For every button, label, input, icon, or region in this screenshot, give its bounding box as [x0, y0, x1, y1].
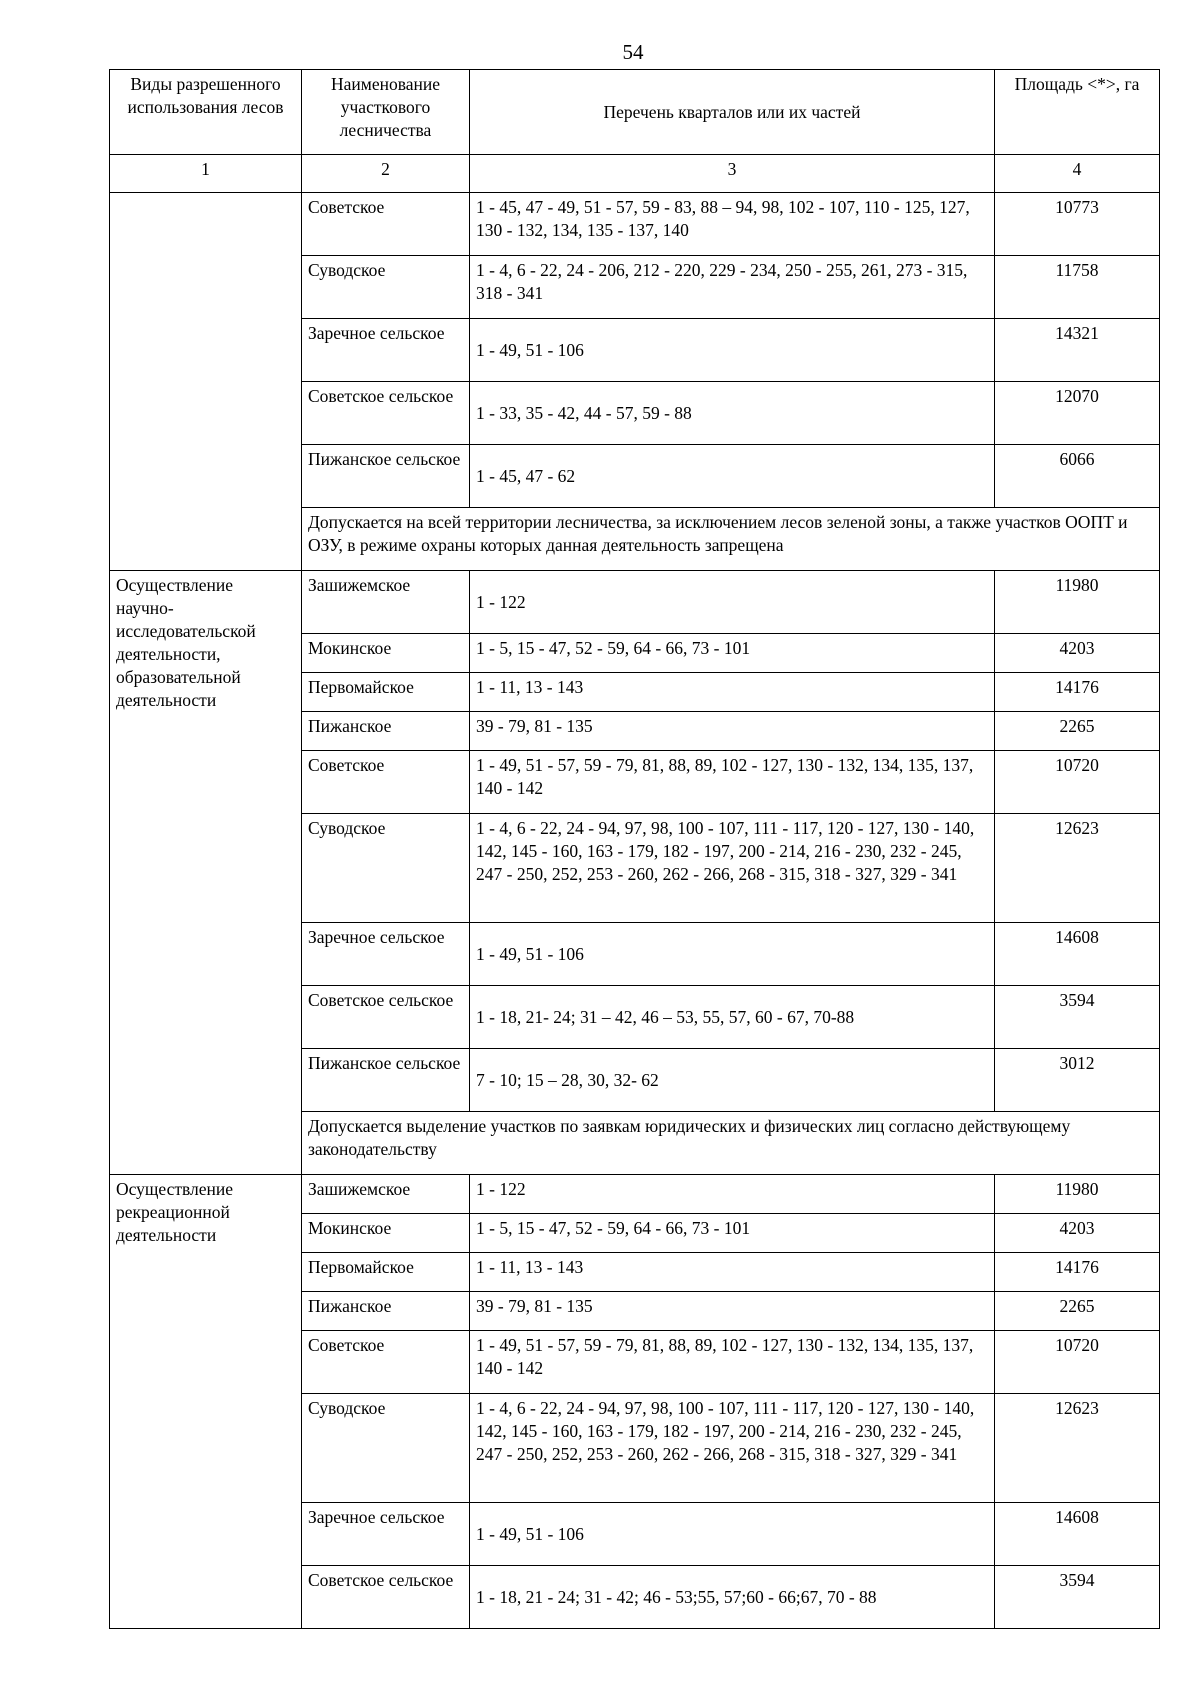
- table-row: [110, 193, 1160, 256]
- area-cell: 3594: [995, 1566, 1160, 1629]
- header-area: Площадь <*>, га: [995, 70, 1160, 155]
- column-number: 4: [995, 155, 1160, 193]
- forestry-name-cell: Первомайское: [302, 1253, 470, 1292]
- column-number-row: [110, 155, 1160, 193]
- area-cell: 12623: [995, 814, 1160, 923]
- column-number: 2: [302, 155, 470, 193]
- forestry-name-cell: Советское: [302, 1331, 470, 1394]
- forestry-name-cell: Пижанское: [302, 712, 470, 751]
- quarters-list-cell: 1 - 45, 47 - 62: [470, 445, 995, 508]
- column-number: 3: [470, 155, 995, 193]
- forestry-name-cell: Советское сельское: [302, 1566, 470, 1629]
- quarters-list-cell: 1 - 4, 6 - 22, 24 - 94, 97, 98, 100 - 107, 111 - 117, 120 - 127, 130 - 140, 142, 145 - 160, 163 - 179, 182 - 197, 200 - 214, 216 - 230, 232 - 245, 247 - 250, 252, 253 - 260, 262 - 266, 268 - 315, 318 - 327, 329 - 341: [470, 814, 995, 923]
- quarters-list-cell: 1 - 5, 15 - 47, 52 - 59, 64 - 66, 73 - 101: [470, 1214, 995, 1253]
- forestry-name-cell: Заречное сельское: [302, 319, 470, 382]
- area-cell: 14176: [995, 1253, 1160, 1292]
- area-cell: 6066: [995, 445, 1160, 508]
- quarters-list-cell: 1 - 122: [470, 1175, 995, 1214]
- area-cell: 11758: [995, 256, 1160, 319]
- quarters-list-cell: 1 - 33, 35 - 42, 44 - 57, 59 - 88: [470, 382, 995, 445]
- area-cell: 14321: [995, 319, 1160, 382]
- use-type-cell: [110, 193, 302, 571]
- use-type-cell: Осуществление научно-исследовательской деятельности, образовательной деятельности: [110, 571, 302, 1175]
- quarters-list-cell: 1 - 49, 51 - 57, 59 - 79, 81, 88, 89, 102 - 127, 130 - 132, 134, 135, 137, 140 - 142: [470, 1331, 995, 1394]
- forestry-name-cell: Зашижемское: [302, 571, 470, 634]
- area-cell: 10720: [995, 1331, 1160, 1394]
- area-cell: 14608: [995, 1503, 1160, 1566]
- area-cell: 11980: [995, 571, 1160, 634]
- forestry-name-cell: Советское сельское: [302, 382, 470, 445]
- area-cell: 3594: [995, 986, 1160, 1049]
- area-cell: 12070: [995, 382, 1160, 445]
- quarters-list-cell: 1 - 18, 21- 24; 31 – 42, 46 – 53, 55, 57, 60 - 67, 70-88: [470, 986, 995, 1049]
- area-cell: 14608: [995, 923, 1160, 986]
- area-cell: 11980: [995, 1175, 1160, 1214]
- area-cell: 10720: [995, 751, 1160, 814]
- header-quarters-list: Перечень кварталов или их частей: [470, 70, 995, 155]
- quarters-list-cell: 1 - 49, 51 - 106: [470, 1503, 995, 1566]
- area-cell: 3012: [995, 1049, 1160, 1112]
- forestry-name-cell: Заречное сельское: [302, 1503, 470, 1566]
- area-cell: 4203: [995, 634, 1160, 673]
- table-row: [110, 1175, 1160, 1214]
- forestry-name-cell: Первомайское: [302, 673, 470, 712]
- page-number: 54: [622, 40, 644, 64]
- quarters-list-cell: 1 - 49, 51 - 106: [470, 923, 995, 986]
- area-cell: 4203: [995, 1214, 1160, 1253]
- table-row: [110, 571, 1160, 634]
- quarters-list-cell: 39 - 79, 81 - 135: [470, 1292, 995, 1331]
- forestry-name-cell: Советское: [302, 193, 470, 256]
- quarters-list-cell: 1 - 49, 51 - 106: [470, 319, 995, 382]
- forestry-name-cell: Пижанское сельское: [302, 1049, 470, 1112]
- forest-use-table: [109, 69, 1160, 1629]
- quarters-list-cell: 1 - 11, 13 - 143: [470, 673, 995, 712]
- quarters-list-cell: 7 - 10; 15 – 28, 30, 32- 62: [470, 1049, 995, 1112]
- forestry-name-cell: Зашижемское: [302, 1175, 470, 1214]
- forestry-name-cell: Советское: [302, 751, 470, 814]
- forestry-name-cell: Мокинское: [302, 634, 470, 673]
- quarters-list-cell: 1 - 49, 51 - 57, 59 - 79, 81, 88, 89, 102 - 127, 130 - 132, 134, 135, 137, 140 - 142: [470, 751, 995, 814]
- forestry-name-cell: Суводское: [302, 256, 470, 319]
- forestry-name-cell: Пижанское сельское: [302, 445, 470, 508]
- forestry-name-cell: Мокинское: [302, 1214, 470, 1253]
- area-cell: 2265: [995, 1292, 1160, 1331]
- quarters-list-cell: 1 - 4, 6 - 22, 24 - 94, 97, 98, 100 - 107, 111 - 117, 120 - 127, 130 - 140, 142, 145 - 160, 163 - 179, 182 - 197, 200 - 214, 216 - 230, 232 - 245, 247 - 250, 252, 253 - 260, 262 - 266, 268 - 315, 318 - 327, 329 - 341: [470, 1394, 995, 1503]
- quarters-list-cell: 1 - 45, 47 - 49, 51 - 57, 59 - 83, 88 – 94, 98, 102 - 107, 110 - 125, 127, 130 - 132, 134, 135 - 137, 140: [470, 193, 995, 256]
- forestry-name-cell: Заречное сельское: [302, 923, 470, 986]
- forestry-name-cell: Суводское: [302, 814, 470, 923]
- note-cell: Допускается выделение участков по заявкам юридических и физических лиц согласно действующему законодательству: [302, 1112, 1160, 1175]
- area-cell: 12623: [995, 1394, 1160, 1503]
- quarters-list-cell: 1 - 11, 13 - 143: [470, 1253, 995, 1292]
- area-cell: 10773: [995, 193, 1160, 256]
- use-type-cell: Осуществление рекреационной деятельности: [110, 1175, 302, 1629]
- column-number: 1: [110, 155, 302, 193]
- forestry-name-cell: Советское сельское: [302, 986, 470, 1049]
- table-body: [110, 193, 1160, 1629]
- header-forestry-name: Наименование участкового лесничества: [302, 70, 470, 155]
- quarters-list-cell: 1 - 5, 15 - 47, 52 - 59, 64 - 66, 73 - 101: [470, 634, 995, 673]
- quarters-list-cell: 39 - 79, 81 - 135: [470, 712, 995, 751]
- forestry-name-cell: Суводское: [302, 1394, 470, 1503]
- quarters-list-cell: 1 - 18, 21 - 24; 31 - 42; 46 - 53;55, 57;60 - 66;67, 70 - 88: [470, 1566, 995, 1629]
- forestry-name-cell: Пижанское: [302, 1292, 470, 1331]
- quarters-list-cell: 1 - 4, 6 - 22, 24 - 206, 212 - 220, 229 - 234, 250 - 255, 261, 273 - 315, 318 - 341: [470, 256, 995, 319]
- area-cell: 14176: [995, 673, 1160, 712]
- table-header-row: [110, 70, 1160, 155]
- area-cell: 2265: [995, 712, 1160, 751]
- header-use-type: Виды разрешенного использования лесов: [110, 70, 302, 155]
- note-cell: Допускается на всей территории лесничества, за исключением лесов зеленой зоны, а также участков ООПТ и ОЗУ, в режиме охраны которых данная деятельность запрещена: [302, 508, 1160, 571]
- quarters-list-cell: 1 - 122: [470, 571, 995, 634]
